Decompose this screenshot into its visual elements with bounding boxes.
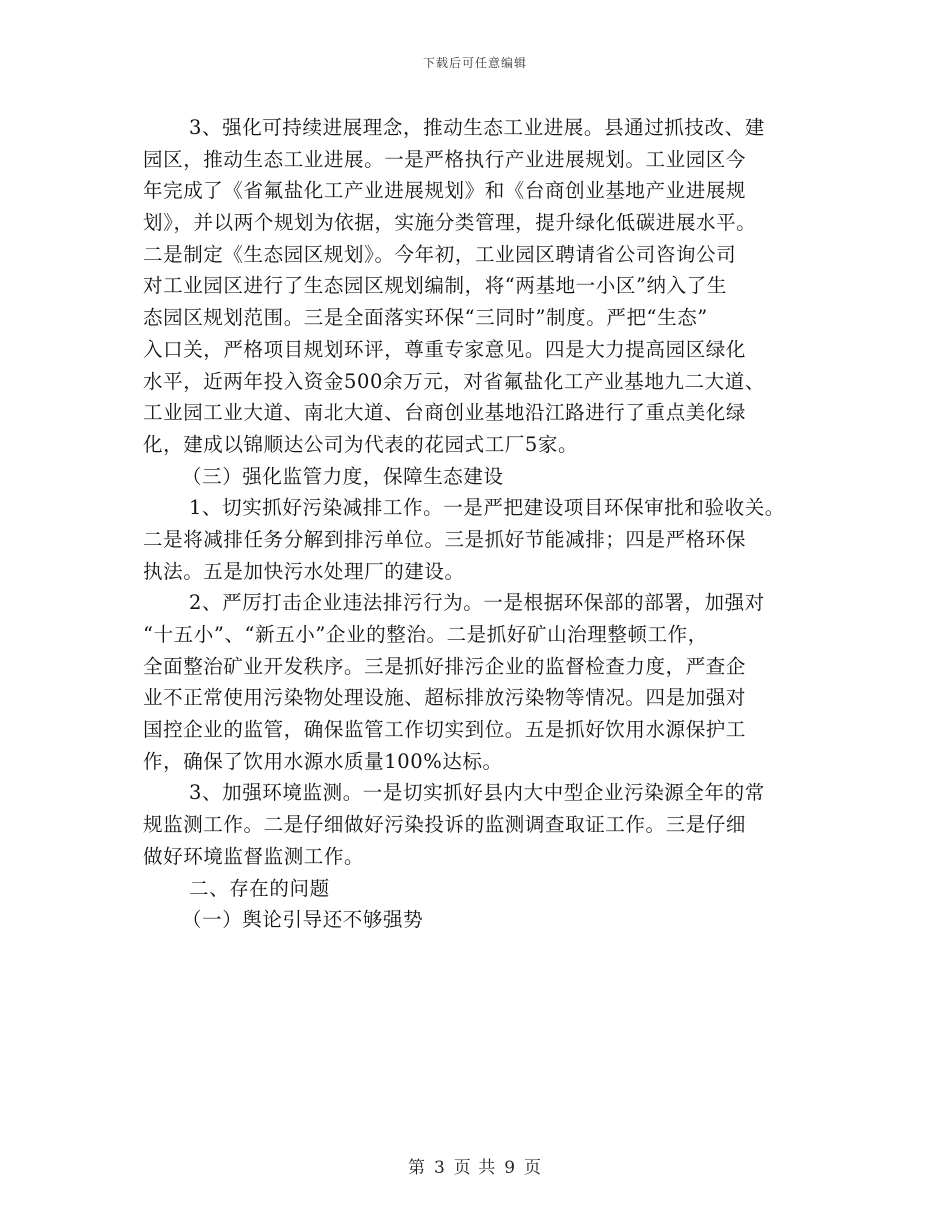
paragraph-line: “十五小”、“新五小”企业的整治。二是抓好矿山治理整顿工作， (143, 623, 708, 646)
paragraph-line: 业不正常使用污染物处理设施、超标排放污染物等情况。四是加强对 (143, 686, 747, 710)
paragraph-line: 1、切实抓好污染减排工作。一是严把建设项目环保审批和验收关。 (189, 496, 785, 520)
page-header-note: 下载后可任意编辑 (422, 56, 527, 70)
paragraph-line: 规监测工作。二是仔细做好污染投诉的监测调查取证工作。三是仔细 (143, 813, 747, 837)
page-label-suffix: 页 (524, 1158, 543, 1178)
paragraph-line: 国控企业的监管，确保监管工作切实到位。五是抓好饮用水源保护工 (143, 718, 747, 742)
paragraph-line: 做好环境监督监测工作。 (143, 844, 365, 868)
document-body (143, 112, 808, 936)
paragraph-line: 作，确保了饮用水源水质量100%达标。 (143, 749, 503, 773)
paragraph-line: 态园区规划范围。三是全面落实环保“三同时”制度。严把“生态” (143, 306, 708, 330)
paragraph-line: 2、严厉打击企业违法排污行为。一是根据环保部的部署，加强对 (189, 591, 765, 615)
paragraph-line: 3、加强环境监测。一是切实抓好县内大中型企业污染源全年的常 (189, 781, 765, 805)
paragraph-line: 执法。五是加快污水处理厂的建设。 (143, 559, 465, 583)
page-number (0, 1153, 950, 1178)
paragraph-line: 二是将减排任务分解到排污单位。三是抓好节能减排；四是严格环保 (143, 527, 747, 551)
paragraph-line: 园区，推动生态工业进展。一是严格执行产业进展规划。工业园区今 (143, 147, 747, 171)
paragraph-line: 3、强化可持续进展理念，推动生态工业进展。县通过抓技改、建 (189, 116, 765, 139)
paragraph-line: 划》，并以两个规划为依据，实施分类管理，提升绿化低碳进展水平。 (143, 211, 757, 235)
paragraph-line: 全面整治矿业开发秩序。三是抓好排污企业的监督检查力度，严查企 (143, 654, 747, 678)
section-heading: （三）强化监管力度，保障生态建设 (182, 464, 504, 488)
page-label-prefix: 第 (407, 1158, 426, 1178)
section-heading: 二、存在的问题 (189, 876, 330, 900)
paragraph-line: 对工业园区进行了生态园区规划编制，将“两基地一小区”纳入了生 (143, 274, 727, 298)
paragraph-line: 化，建成以锦顺达公司为代表的花园式工厂5家。 (143, 432, 579, 456)
current-page: 3 (433, 1158, 446, 1178)
paragraph-line: 年完成了《省氟盐化工产业进展规划》和《台商创业基地产业进展规 (143, 179, 747, 203)
paragraph-line: 工业园工业大道、南北大道、台商创业基地沿江路进行了重点美化绿 (143, 401, 747, 425)
paragraph-line: 入口关，严格项目规划环评，尊重专家意见。四是大力提高园区绿化 (143, 337, 747, 361)
total-pages: 9 (504, 1158, 517, 1178)
paragraph-line: 水平，近两年投入资金500余万元，对省氟盐化工产业基地九二大道、 (143, 369, 765, 393)
section-heading: （一）舆论引导还不够强势 (182, 908, 424, 932)
paragraph-line: 二是制定《生态园区规划》。今年初，工业园区聘请省公司咨询公司 (143, 242, 737, 266)
page-label-middle: 页 共 (453, 1158, 497, 1178)
